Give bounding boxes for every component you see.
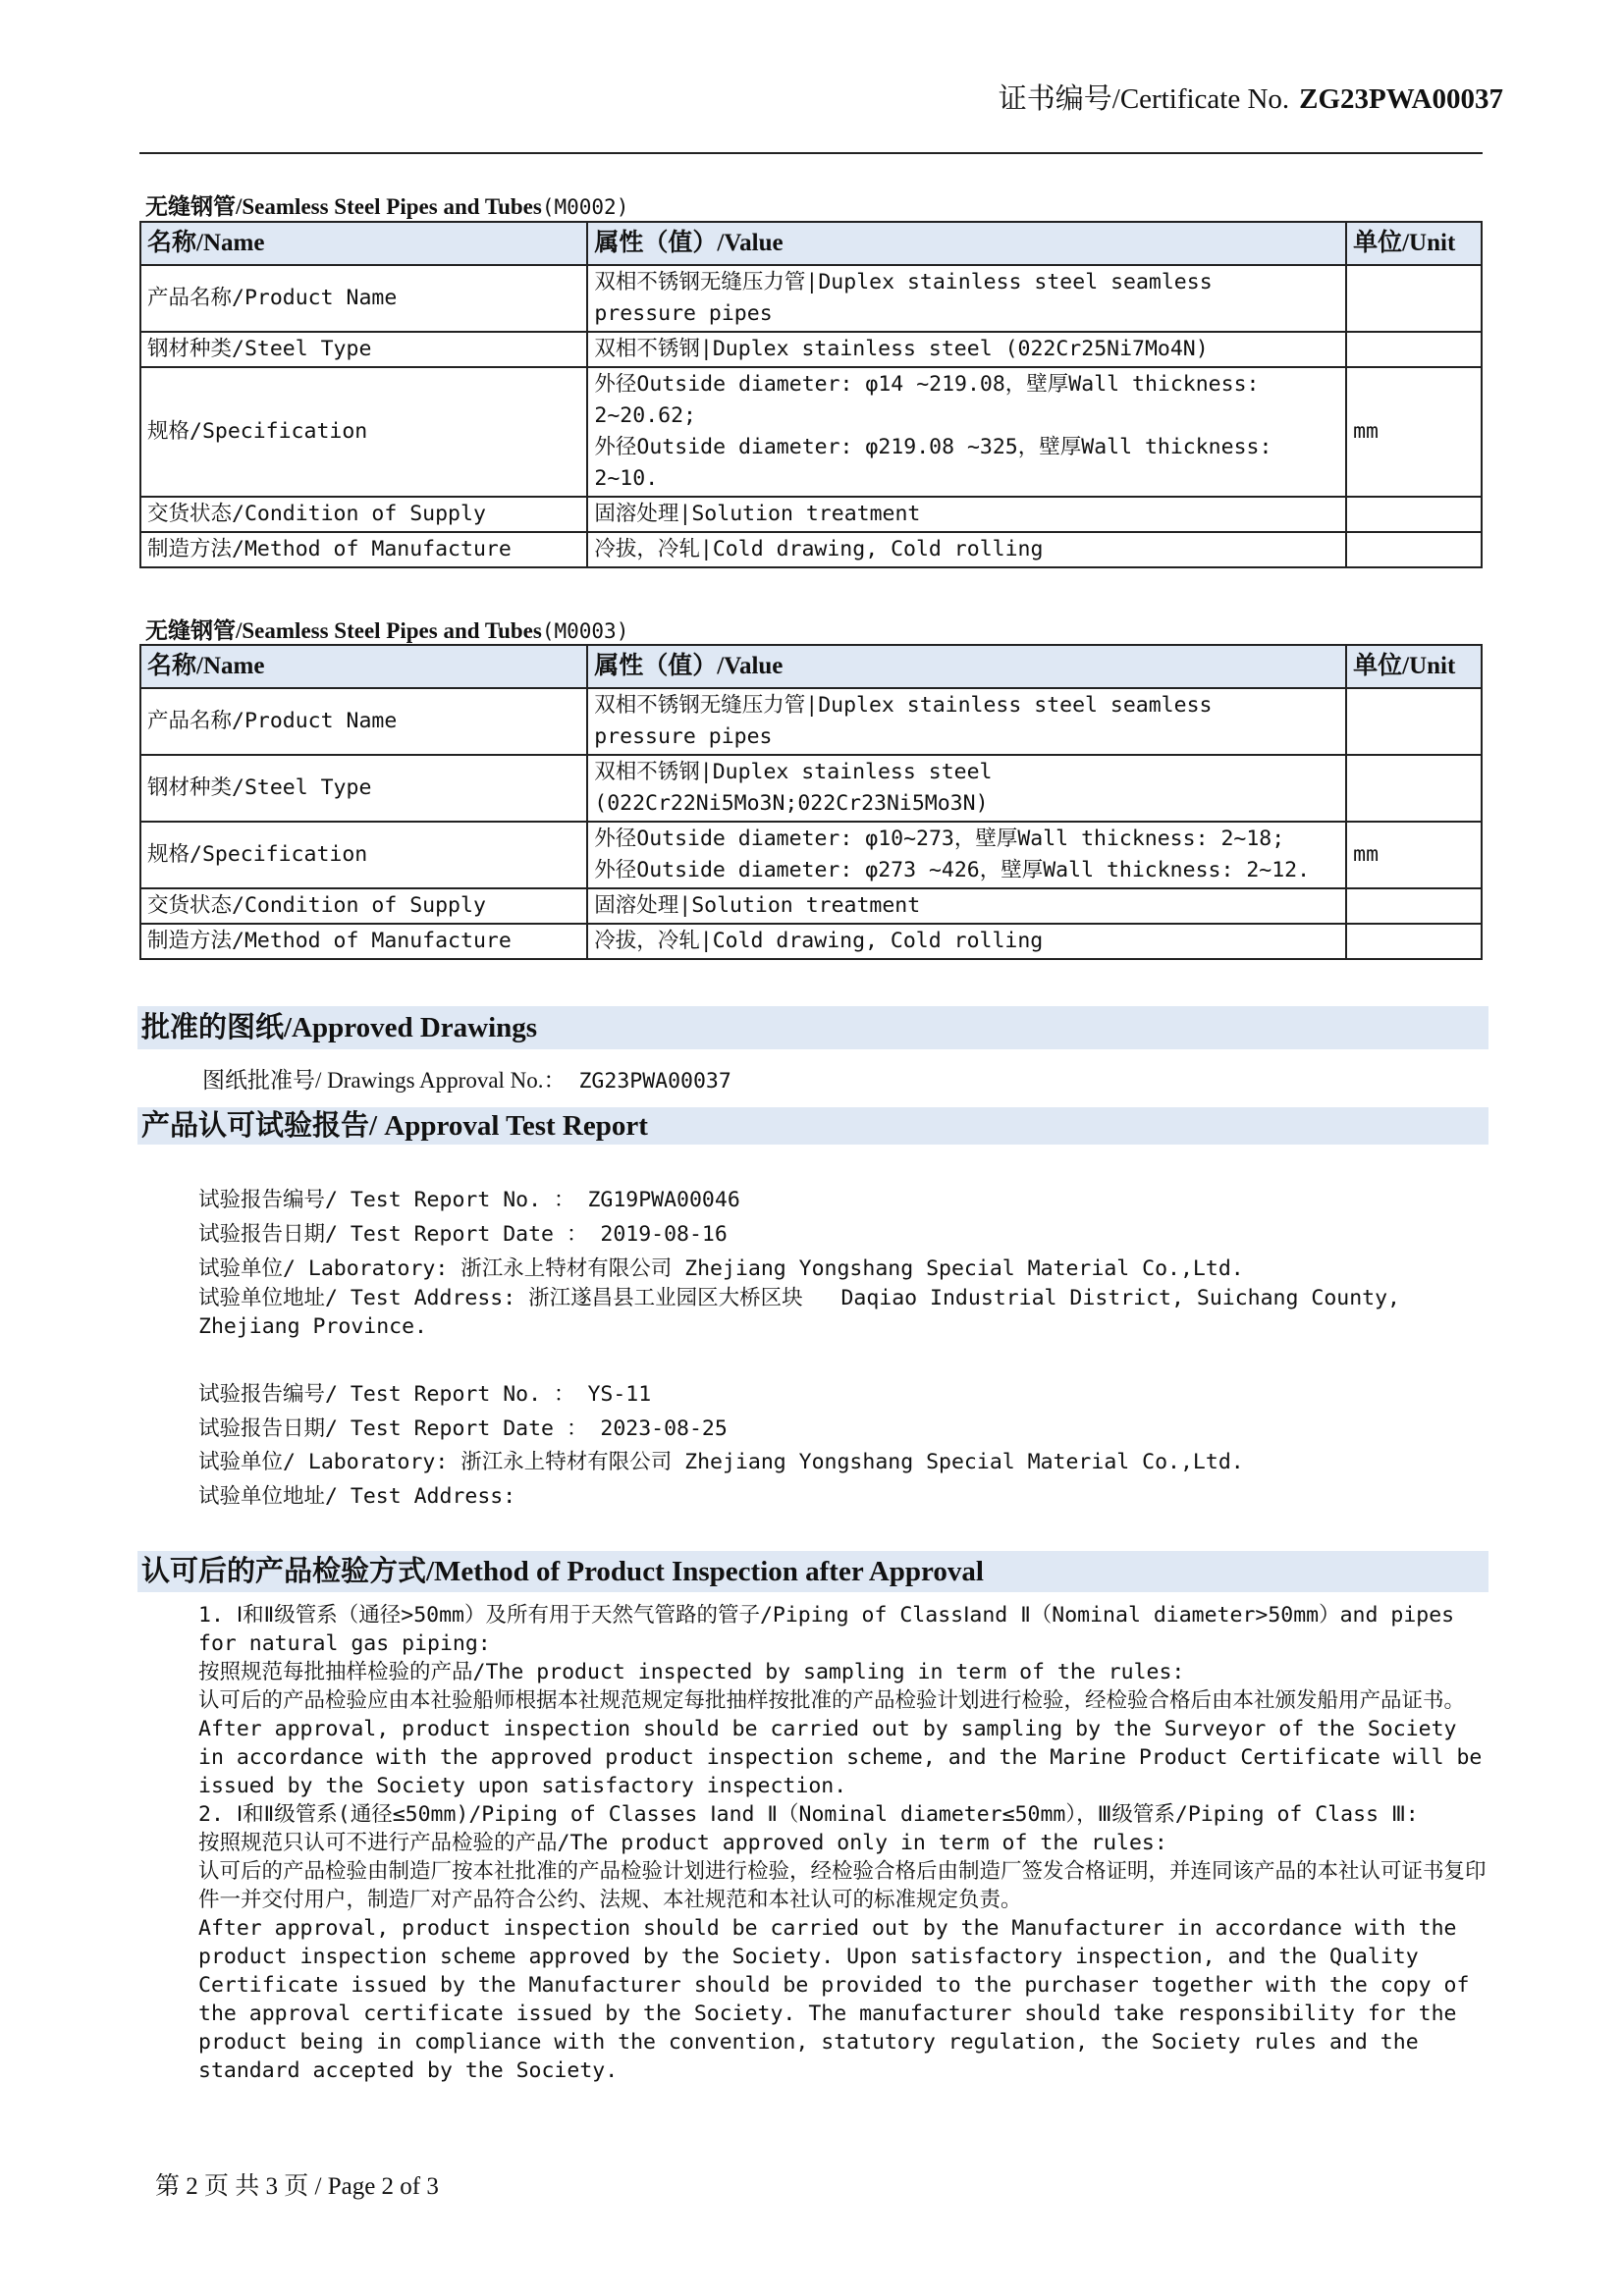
- inspection-paragraph: After approval, product inspection should be carried out by the Manufacturer in accordance with the product inspection scheme approved by the Society. Upon satisfactory inspection, and the Quality Certificate issued by the Manufacturer should be provided to the purchaser together with the copy of the approval certificate issued by the Society. The manufacturer should take responsibility for the product being in compliance with the convention, statutory regulation, the Society rules and the standard accepted by the Society.: [198, 1916, 1470, 2083]
- cell-value: 双相不锈钢无缝压力管|Duplex stainless steel seamless pressure pipes: [587, 265, 1346, 332]
- cell-unit: mm: [1346, 822, 1482, 888]
- page-number: 第 2 页 共 3 页 / Page 2 of 3: [155, 2173, 439, 2200]
- table2-caption-code: (M0003): [541, 619, 629, 643]
- table2: [139, 644, 1483, 960]
- cell-name: 钢材种类/Steel Type: [140, 755, 587, 822]
- cell-value: 固溶处理|Solution treatment: [587, 497, 1346, 532]
- table1: [139, 221, 1483, 568]
- drawings-approval-line: [202, 1062, 731, 1095]
- report2-address: 试验单位地址/ Test Address:: [198, 1484, 516, 1509]
- header-divider: [139, 152, 1483, 154]
- cell-unit: [1346, 497, 1482, 532]
- report2-number: 试验报告编号/ Test Report No. ： YS-11: [198, 1382, 652, 1407]
- cell-unit: [1346, 924, 1482, 959]
- cell-unit: [1346, 265, 1482, 332]
- cell-name: 规格/Specification: [140, 367, 587, 497]
- table-row: [140, 822, 1482, 888]
- table-header-row: [140, 645, 1482, 688]
- drawings-approval-label: 图纸批准号/ Drawings Approval No.：: [202, 1068, 567, 1093]
- column-header-value: 属性（值）/Value: [587, 645, 1346, 688]
- cell-name: 产品名称/Product Name: [140, 688, 587, 755]
- column-header-name: 名称/Name: [140, 645, 587, 688]
- cell-value: 外径Outside diameter: φ14 ~219.08，壁厚Wall thickness: 2~20.62; 外径Outside diameter: φ219.08 ~325，壁厚Wall thickness: 2~10.: [587, 367, 1346, 497]
- table2-caption-title: 无缝钢管/Seamless Steel Pipes and Tubes: [145, 618, 542, 643]
- certificate-label: 证书编号/Certificate No.: [998, 83, 1290, 115]
- cell-unit: [1346, 688, 1482, 755]
- cell-value: 冷拔，冷轧|Cold drawing, Cold rolling: [587, 924, 1346, 959]
- table1-caption-code: (M0002): [541, 195, 629, 219]
- inspection-body: [198, 1601, 1494, 2085]
- column-header-value: 属性（值）/Value: [587, 222, 1346, 265]
- report2-laboratory: 试验单位/ Laboratory: 浙江永上特材有限公司 Zhejiang Yongshang Special Material Co.,Ltd.: [198, 1450, 1244, 1474]
- cell-value: 固溶处理|Solution treatment: [587, 888, 1346, 924]
- table-header-row: [140, 222, 1482, 265]
- cell-value: 冷拔，冷轧|Cold drawing, Cold rolling: [587, 532, 1346, 567]
- table-row: [140, 265, 1482, 332]
- table1-caption-title: 无缝钢管/Seamless Steel Pipes and Tubes: [145, 194, 542, 219]
- cell-name: 制造方法/Method of Manufacture: [140, 924, 587, 959]
- cell-value: 双相不锈钢|Duplex stainless steel (022Cr25Ni7Mo4N): [587, 332, 1346, 367]
- report1-laboratory: 试验单位/ Laboratory: 浙江永上特材有限公司 Zhejiang Yongshang Special Material Co.,Ltd.: [198, 1256, 1244, 1281]
- cell-name: 交货状态/Condition of Supply: [140, 497, 587, 532]
- approved-drawings-heading: 批准的图纸/Approved Drawings: [137, 1006, 1488, 1049]
- cell-name: 制造方法/Method of Manufacture: [140, 532, 587, 567]
- certificate-header: [999, 77, 1503, 117]
- table-row: [140, 532, 1482, 567]
- inspection-paragraph: 2. Ⅰ和Ⅱ级管系(通径≤50mm)/Piping of Classes Ⅰand Ⅱ（Nominal diameter≤50mm），Ⅲ级管系/Piping of Class Ⅲ:: [198, 1802, 1419, 1827]
- table-row: [140, 332, 1482, 367]
- table-row: [140, 497, 1482, 532]
- report2-date: 试验报告日期/ Test Report Date ： 2023-08-25: [198, 1416, 728, 1441]
- cell-unit: [1346, 532, 1482, 567]
- cell-unit: [1346, 755, 1482, 822]
- table-row: [140, 367, 1482, 497]
- column-header-name: 名称/Name: [140, 222, 587, 265]
- inspection-paragraph: 认可后的产品检验由制造厂按本社批准的产品检验计划进行检验，经检验合格后由制造厂签发合格证明，并连同该产品的本社认可证书复印件一并交付用户，制造厂对产品符合公约、法规、本社规范和本社认可的标准规定负责。: [198, 1859, 1487, 1912]
- inspection-paragraph: 按照规范只认可不进行产品检验的产品/The product approved only in term of the rules:: [198, 1831, 1167, 1855]
- cell-name: 产品名称/Product Name: [140, 265, 587, 332]
- column-header-unit: 单位/Unit: [1346, 222, 1482, 265]
- table-row: [140, 688, 1482, 755]
- cell-unit: [1346, 888, 1482, 924]
- cell-unit: [1346, 332, 1482, 367]
- report1-number: 试验报告编号/ Test Report No. ： ZG19PWA00046: [198, 1188, 740, 1212]
- inspection-paragraph: 认可后的产品检验应由本社验船师根据本社规范规定每批抽样按批准的产品检验计划进行检验，经检验合格后由本社颁发船用产品证书。: [198, 1688, 1466, 1713]
- inspection-paragraph: 1. Ⅰ和Ⅱ级管系（通径>50mm）及所有用于天然气管路的管子/Piping of ClassⅠand Ⅱ（Nominal diameter>50mm）and pipes for natural gas piping:: [198, 1603, 1455, 1656]
- cell-unit: mm: [1346, 367, 1482, 497]
- cell-name: 钢材种类/Steel Type: [140, 332, 587, 367]
- inspection-heading: 认可后的产品检验方式/Method of Product Inspection after Approval: [137, 1551, 1488, 1592]
- table-row: [140, 888, 1482, 924]
- cell-value: 外径Outside diameter: φ10~273，壁厚Wall thickness: 2~18; 外径Outside diameter: φ273 ~426，壁厚Wall thickness: 2~12.: [587, 822, 1346, 888]
- report1-address: 试验单位地址/ Test Address: 浙江遂昌县工业园区大桥区块 Daqiao Industrial District, Suichang County, Zhejiang Province.: [198, 1286, 1413, 1339]
- column-header-unit: 单位/Unit: [1346, 645, 1482, 688]
- inspection-paragraph: 按照规范每批抽样检验的产品/The product inspected by sampling in term of the rules:: [198, 1660, 1185, 1684]
- report1-date: 试验报告日期/ Test Report Date ： 2019-08-16: [198, 1222, 728, 1247]
- table2-caption: [145, 613, 628, 645]
- test-report-heading: 产品认可试验报告/ Approval Test Report: [137, 1107, 1488, 1145]
- certificate-number: ZG23PWA00037: [1299, 83, 1503, 115]
- table-row: [140, 755, 1482, 822]
- drawings-approval-number: ZG23PWA00037: [578, 1069, 731, 1094]
- inspection-paragraph: After approval, product inspection should be carried out by sampling by the Surveyor of the Society in accordance with the approved product inspection scheme, and the Marine Product Certificate will be issued by the Society upon satisfactory inspection.: [198, 1717, 1483, 1798]
- table1-caption: [145, 188, 628, 221]
- table-row: [140, 924, 1482, 959]
- cell-name: 交货状态/Condition of Supply: [140, 888, 587, 924]
- cell-value: 双相不锈钢|Duplex stainless steel (022Cr22Ni5Mo3N;022Cr23Ni5Mo3N): [587, 755, 1346, 822]
- cell-name: 规格/Specification: [140, 822, 587, 888]
- cell-value: 双相不锈钢无缝压力管|Duplex stainless steel seamless pressure pipes: [587, 688, 1346, 755]
